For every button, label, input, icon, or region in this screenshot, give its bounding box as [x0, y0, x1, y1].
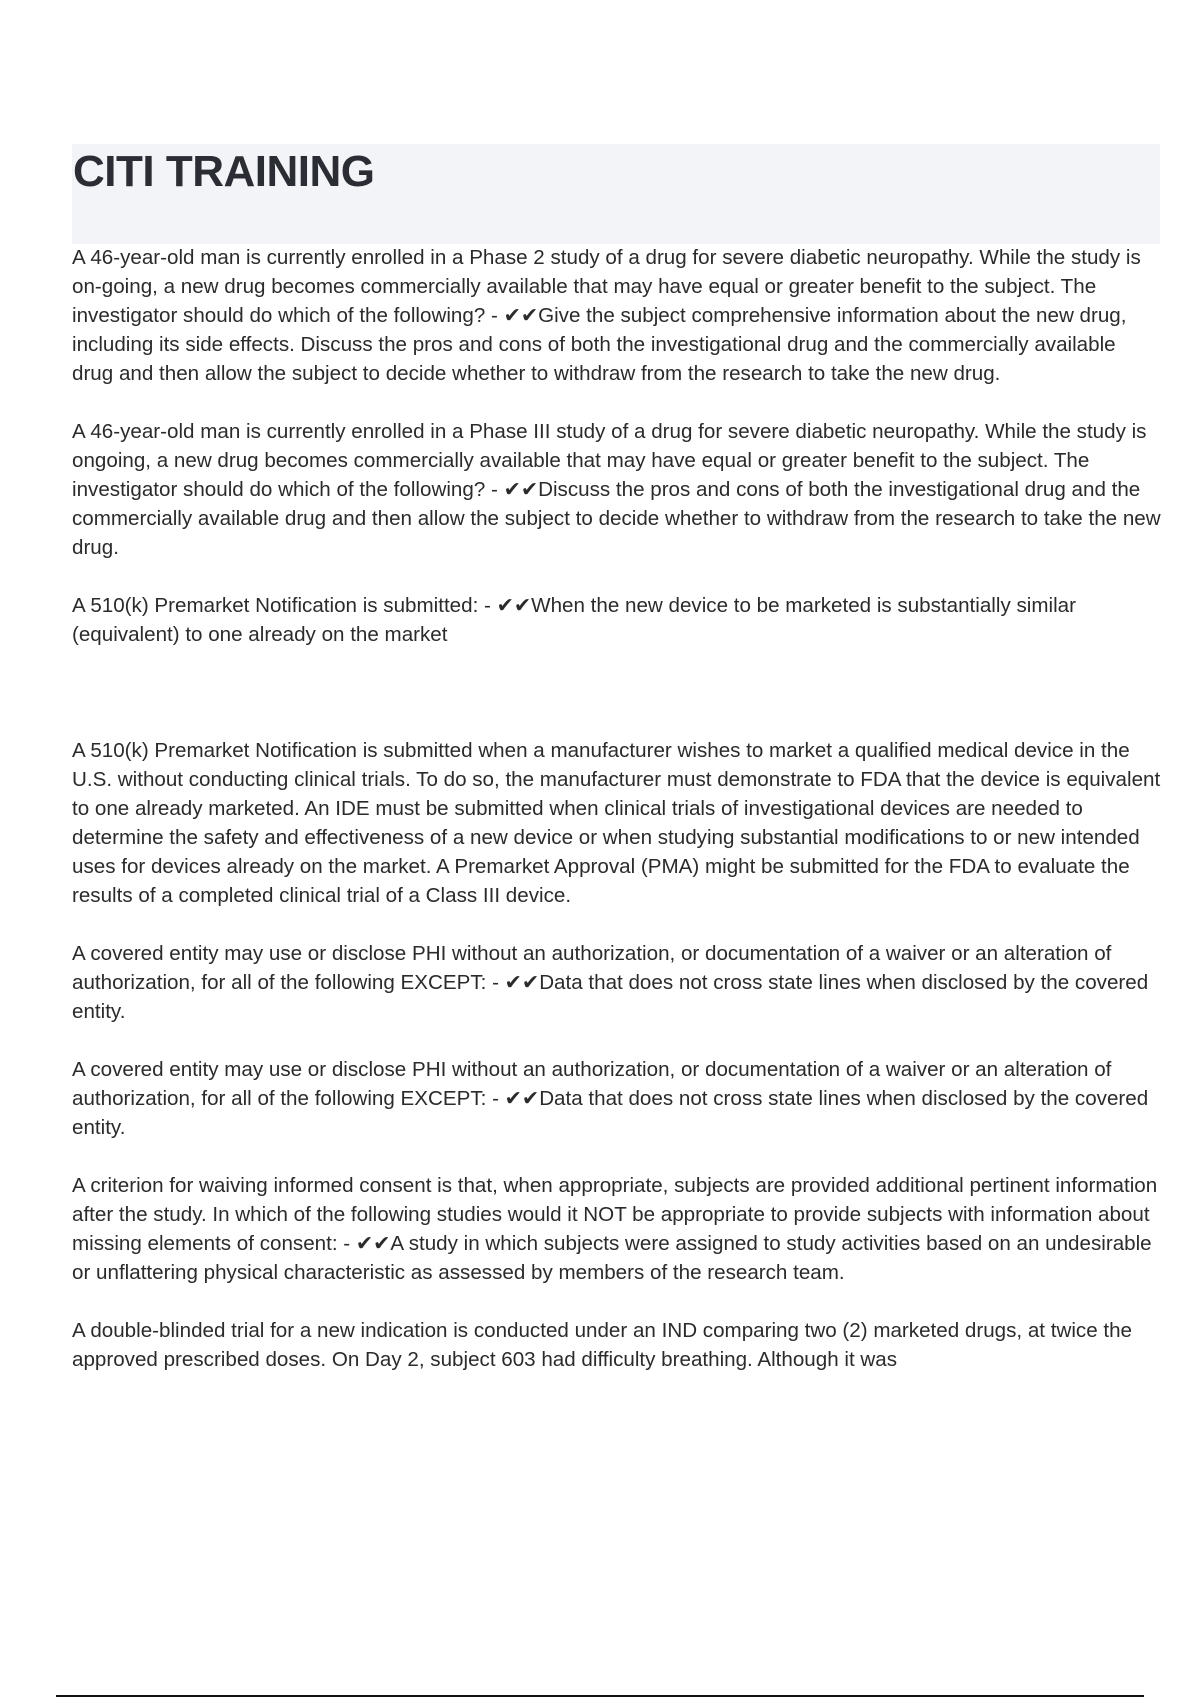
qa-entry-double-blind: A double-blinded trial for a new indication is conducted under an IND comparing two (2) marketed drugs, at twice the approved prescribed doses. On Day 2, subject 603 had difficulty breathing. Although it was	[72, 1319, 1133, 1371]
footer-divider	[56, 1695, 1144, 1697]
qa-entry-phi-2: A covered entity may use or disclose PHI without an authorization, or documentation of a waiver or an alteration of authorization, for all of the following EXCEPT: - ✔✔Data that does not cross state lines when disclosed by the covered entity.	[72, 1058, 1149, 1139]
qa-entry-phi-1: A covered entity may use or disclose PHI without an authorization, or documentation of a waiver or an alteration of authorization, for all of the following EXCEPT: - ✔✔Data that does not cross state lines when disclosed by the covered entity.	[72, 942, 1149, 1023]
qa-entry-510k: A 510(k) Premarket Notification is submitted: - ✔✔When the new device to be marketed is substantially similar (equivalent) to one already on the market	[72, 594, 1076, 646]
qa-entry-waiver-consent: A criterion for waiving informed consent is that, when appropriate, subjects are provided additional pertinent information after the study. In which of the following studies would it NOT be appropriate to provide subjects with information about missing elements of consent: - ✔✔A study in which subjects were assigned to study activities based on an undesirable or unflattering physical characteristic as assessed by members of the research team.	[72, 1174, 1158, 1284]
qa-entry-phase2: A 46-year-old man is currently enrolled in a Phase 2 study of a drug for severe diabetic neuropathy. While the study is on-going, a new drug becomes commercially available that may have equal or greater benefit to the subject. The investigator should do which of the following? - ✔✔Give the subject comprehensive information about the new drug, including its side effects. Discuss the pros and cons of both the investigational drug and the commercially available drug and then allow the subject to decide whether to withdraw from the research to take the new drug.	[72, 246, 1141, 385]
page-title: CITI TRAINING	[73, 147, 375, 196]
qa-entry-phase3: A 46-year-old man is currently enrolled in a Phase III study of a drug for severe diabetic neuropathy. While the study is ongoing, a new drug becomes commercially available that may have equal or greater benefit to the subject. The investigator should do which of the following? - ✔✔Discuss the pros and cons of both the investigational drug and the commercially available drug and then allow the subject to decide whether to withdraw from the research to take the new drug.	[72, 420, 1161, 559]
document-body	[72, 243, 1162, 1374]
explanation-510k: A 510(k) Premarket Notification is submitted when a manufacturer wishes to market a qualified medical device in the U.S. without conducting clinical trials. To do so, the manufacturer must demonstrate to FDA that the device is equivalent to one already marketed. An IDE must be submitted when clinical trials of investigational devices are needed to determine the safety and effectiveness of a new device or when studying substantial modifications to or new intended uses for devices already on the market. A Premarket Approval (PMA) might be submitted for the FDA to evaluate the results of a completed clinical trial of a Class III device.	[72, 739, 1161, 907]
